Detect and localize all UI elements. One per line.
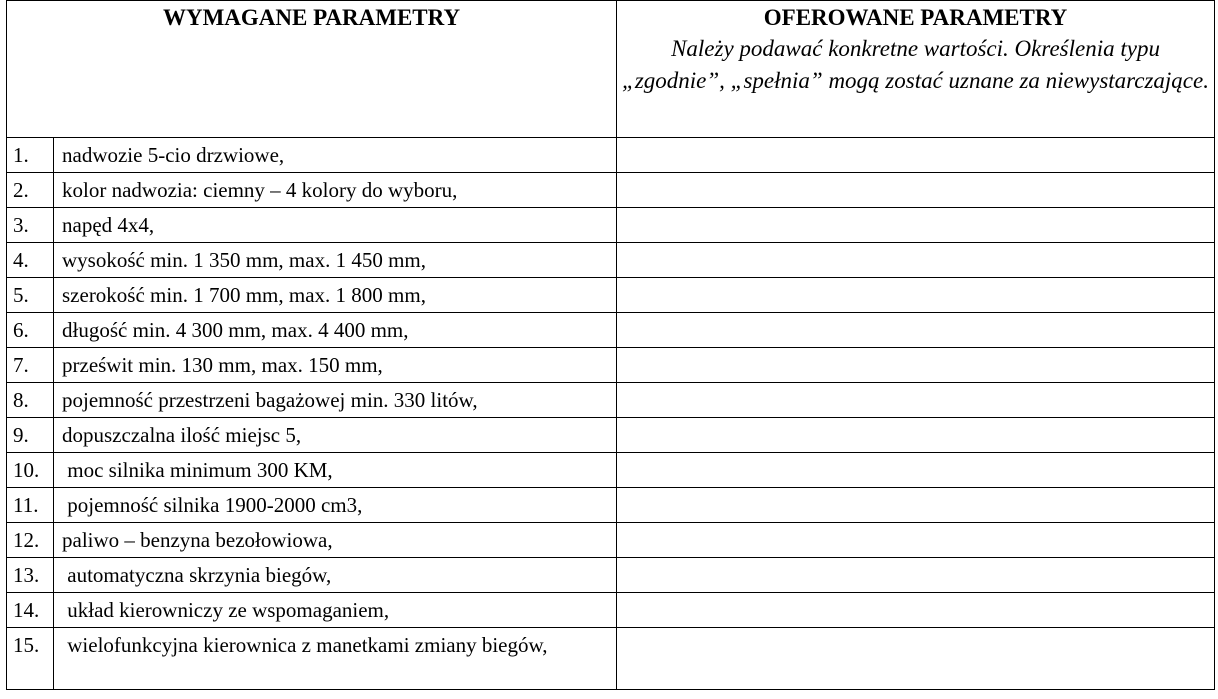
required-parameter-text: paliwo – benzyna bezołowiowa, <box>54 523 617 558</box>
required-parameter-text: wielofunkcyjna kierownica z manetkami zmiany biegów, <box>54 628 617 690</box>
required-parameter-text: napęd 4x4, <box>54 208 617 243</box>
table-row <box>7 488 1215 523</box>
table-row <box>7 418 1215 453</box>
row-number: 5. <box>7 278 54 313</box>
table-row <box>7 208 1215 243</box>
row-number: 2. <box>7 173 54 208</box>
row-number: 12. <box>7 523 54 558</box>
required-parameters-title: WYMAGANE PARAMETRY <box>162 5 461 30</box>
table-row <box>7 383 1215 418</box>
table-row <box>7 453 1215 488</box>
offered-parameter-cell[interactable] <box>617 418 1215 453</box>
table-row <box>7 243 1215 278</box>
table-row <box>7 593 1215 628</box>
offered-parameters-header <box>617 1 1215 138</box>
required-parameter-text: szerokość min. 1 700 mm, max. 1 800 mm, <box>54 278 617 313</box>
offered-parameter-cell[interactable] <box>617 523 1215 558</box>
offered-parameter-cell[interactable] <box>617 593 1215 628</box>
required-parameters-header <box>7 1 617 138</box>
required-parameter-text: pojemność silnika 1900-2000 cm3, <box>54 488 617 523</box>
offered-parameters-title: OFEROWANE PARAMETRY <box>763 5 1068 30</box>
row-number: 15. <box>7 628 54 690</box>
required-parameter-text: długość min. 4 300 mm, max. 4 400 mm, <box>54 313 617 348</box>
row-number: 11. <box>7 488 54 523</box>
offered-parameter-cell[interactable] <box>617 208 1215 243</box>
offered-parameter-cell[interactable] <box>617 173 1215 208</box>
table-row <box>7 313 1215 348</box>
required-parameter-text: nadwozie 5-cio drzwiowe, <box>54 138 617 173</box>
parameters-table <box>6 0 1215 690</box>
row-number: 9. <box>7 418 54 453</box>
row-number: 7. <box>7 348 54 383</box>
offered-parameter-cell[interactable] <box>617 313 1215 348</box>
table-row <box>7 628 1215 690</box>
table-row <box>7 348 1215 383</box>
required-parameter-text: moc silnika minimum 300 KM, <box>54 453 617 488</box>
offered-parameter-cell[interactable] <box>617 558 1215 593</box>
row-number: 10. <box>7 453 54 488</box>
required-parameter-text: kolor nadwozia: ciemny – 4 kolory do wyboru, <box>54 173 617 208</box>
offered-parameter-cell[interactable] <box>617 453 1215 488</box>
required-parameter-text: automatyczna skrzynia biegów, <box>54 558 617 593</box>
row-number: 4. <box>7 243 54 278</box>
offered-parameter-cell[interactable] <box>617 138 1215 173</box>
offered-parameter-cell[interactable] <box>617 348 1215 383</box>
offered-parameter-cell[interactable] <box>617 243 1215 278</box>
required-parameter-text: dopuszczalna ilość miejsc 5, <box>54 418 617 453</box>
required-parameter-text: pojemność przestrzeni bagażowej min. 330 litów, <box>54 383 617 418</box>
row-number: 3. <box>7 208 54 243</box>
row-number: 13. <box>7 558 54 593</box>
table-row <box>7 558 1215 593</box>
table-row <box>7 138 1215 173</box>
offered-parameter-cell[interactable] <box>617 488 1215 523</box>
required-parameter-text: prześwit min. 130 mm, max. 150 mm, <box>54 348 617 383</box>
offered-parameter-cell[interactable] <box>617 278 1215 313</box>
table-row <box>7 173 1215 208</box>
row-number: 6. <box>7 313 54 348</box>
row-number: 14. <box>7 593 54 628</box>
table-row <box>7 278 1215 313</box>
row-number: 1. <box>7 138 54 173</box>
table-row <box>7 523 1215 558</box>
offered-parameter-cell[interactable] <box>617 628 1215 690</box>
offered-parameters-note: Należy podawać konkretne wartości. Określenia typu „zgodnie”, „spełnia” mogą zostać uznane za niewystarczające. <box>622 36 1209 93</box>
required-parameter-text: układ kierowniczy ze wspomaganiem, <box>54 593 617 628</box>
required-parameter-text: wysokość min. 1 350 mm, max. 1 450 mm, <box>54 243 617 278</box>
offered-parameter-cell[interactable] <box>617 383 1215 418</box>
row-number: 8. <box>7 383 54 418</box>
